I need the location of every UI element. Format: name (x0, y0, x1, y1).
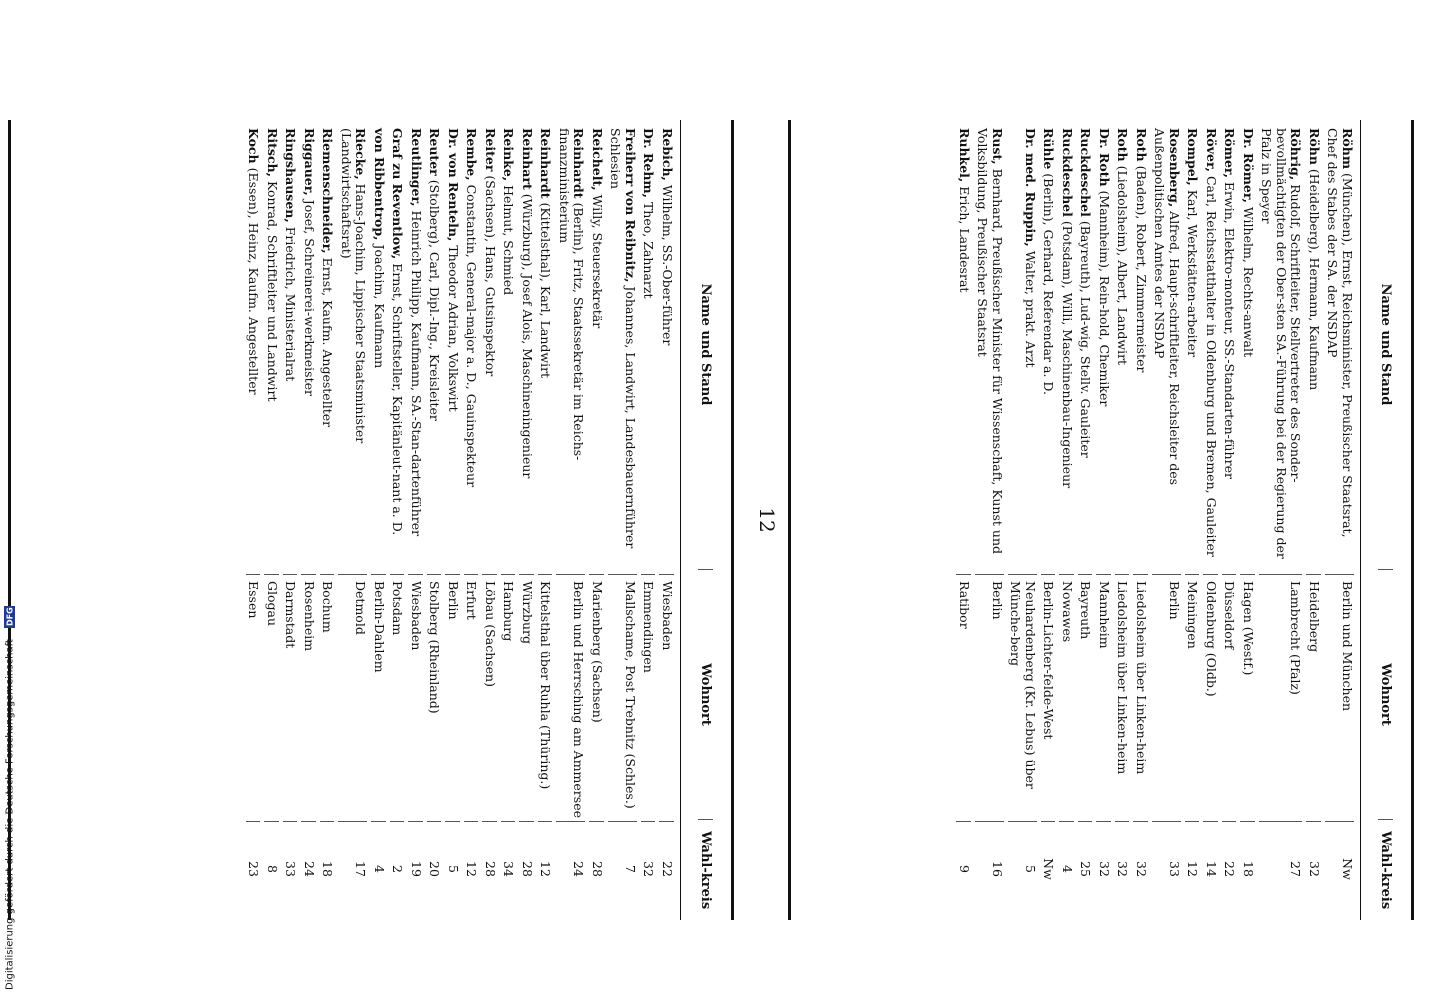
header-place: Wohnort (1379, 570, 1394, 820)
cell-district: 4 (372, 865, 387, 873)
table-row (608, 120, 637, 920)
dfg-logo-icon: DFG (5, 607, 15, 627)
cell-district: 20 (427, 861, 443, 877)
name-details: (Heidelberg), Hermann, Kaufmann (1307, 164, 1322, 391)
table-header (1360, 120, 1411, 920)
cell-place: Darmstadt (283, 575, 298, 822)
cell-district: 22 (660, 861, 675, 877)
name-surname: Rust, (990, 128, 1005, 165)
cell-name (372, 120, 387, 575)
name-surname: Röver, (1204, 128, 1219, 172)
table-row (557, 120, 586, 920)
cell-place: Bochum (320, 575, 335, 822)
name-details: (Bayreuth), Lud-wig, Stellv. Gauleiter (1078, 216, 1094, 458)
name-surname: Römer, (1222, 128, 1238, 178)
header-district: Wahl-kreis (698, 831, 714, 910)
cell-district: 5 (1023, 865, 1038, 873)
name-details: Willy, Steuersekretär (590, 190, 605, 329)
table-row (1097, 120, 1112, 920)
name-details: (Kittelsthal), Karl, Landwirt (538, 198, 554, 379)
name-surname: Röhm (1340, 128, 1355, 170)
name-details: (Berlin), Fritz, Staatssekretär im Reichs-finanzministerium (557, 128, 587, 461)
cell-name (641, 120, 656, 575)
cell-district: 32 (1115, 861, 1131, 877)
name-details: Constantin, General-major a. D., Gauinspekteur (464, 180, 480, 488)
table-row (483, 120, 498, 920)
page-number: 12 (755, 507, 779, 533)
name-surname: Rühle (1041, 128, 1057, 170)
cell-place: Lambrecht (Pfalz) (1259, 575, 1303, 822)
name-surname: Reiter (483, 128, 498, 172)
name-surname: Roth (1115, 128, 1131, 162)
cell-district: 12 (1185, 861, 1201, 877)
cell-name (975, 120, 1004, 575)
name-details: Josef, Schreinerei-werkmeister (302, 195, 317, 396)
cell-district: 32 (1134, 861, 1149, 877)
cell-place: Liedolsheim über Linken-heim (1115, 575, 1130, 822)
cell-place: Berlin-Dahlem (372, 575, 387, 822)
table-row (520, 120, 535, 920)
table-row (1307, 120, 1322, 920)
table-row (464, 120, 479, 920)
cell-district: 28 (520, 861, 535, 877)
cell-place: Berlin (1152, 575, 1181, 822)
digitization-credit (0, 600, 20, 990)
name-details: Erich, Landesrat (957, 182, 972, 293)
name-details: (Würzburg), Josef Alois, Maschineningenieur (520, 189, 535, 479)
cell-district: 7 (623, 865, 638, 873)
cell-district: 8 (265, 865, 280, 873)
name-surname: Riggauer, (302, 128, 317, 196)
name-details: (Mannheim), Rein-hold, Chemiker (1097, 186, 1112, 407)
name-details: Theo, Zahnarzt (641, 198, 657, 299)
cell-place: Detmold (339, 575, 368, 822)
table-row (1241, 120, 1256, 920)
name-details: (Baden), Robert, Zimmermeister (1134, 161, 1149, 373)
name-details: (Stolberg), Carl, Dipl.-Ing., Kreisleiter (427, 175, 443, 421)
name-surname: Dr. Roth (1097, 128, 1112, 187)
name-details: Joachim, Kaufmann (372, 240, 387, 369)
table-row (446, 120, 461, 920)
cell-district: 24 (302, 861, 317, 877)
cell-name (1241, 120, 1256, 575)
cell-district: 18 (1241, 861, 1256, 877)
name-surname: von Ribbentrop, (372, 128, 387, 241)
name-surname: Rembe, (464, 128, 480, 181)
cell-place: Rosenheim (302, 575, 317, 822)
table-row (339, 120, 368, 920)
name-surname: Reinhardt (571, 128, 587, 199)
table-row (1008, 120, 1037, 920)
name-details: Heinrich Philipp, Kaufmann, SA.-Stan-dartenführer (409, 206, 424, 537)
cell-name (1222, 120, 1237, 575)
cell-name (1008, 120, 1037, 575)
cell-place: Marienberg (Sachsen) (590, 575, 605, 822)
cell-place: Berlin und München (1325, 575, 1354, 822)
name-details: Theodor Adrian, Volkswirt (446, 241, 461, 412)
table-row (1078, 120, 1093, 920)
table-row (975, 120, 1004, 920)
cell-place: Nowawes (1060, 575, 1075, 822)
name-details: Erwin, Elektro-monteur, SS.-Standarten-führer (1222, 177, 1238, 479)
cell-district: 24 (571, 861, 587, 877)
name-surname: Riecke, (353, 128, 369, 180)
name-surname: Dr. Rehm, (641, 128, 657, 198)
name-details: (Berlin), Gerhard, Referendar a. D. (1041, 169, 1057, 395)
table-row (1185, 120, 1200, 920)
name-surname: Röhrig, (1288, 128, 1304, 181)
cell-place: Mallschame, Post Trebnitz (Schles.) (608, 575, 637, 822)
table-row (320, 120, 335, 920)
name-details: (Liedolsheim), Albert, Landwirt (1115, 161, 1131, 366)
member-table-right (788, 120, 1414, 920)
cell-district: 27 (1288, 861, 1304, 877)
cell-district: 28 (483, 861, 498, 877)
cell-name (483, 120, 498, 575)
cell-district: 32 (1307, 861, 1322, 877)
table-row (1060, 120, 1075, 920)
cell-place: Meiningen (1185, 575, 1200, 822)
table-row (660, 120, 675, 920)
cell-name (427, 120, 442, 575)
cell-name (246, 120, 261, 575)
cell-district: 23 (246, 861, 262, 877)
cell-place: Emmendingen (641, 575, 656, 822)
name-surname: Röhn (1307, 128, 1322, 165)
name-details: Carl, Reichsstatthalter in Oldenburg und Bremen, Gauleiter (1204, 171, 1219, 557)
cell-place: Erfurt (464, 575, 479, 822)
cell-place: Wiesbaden (409, 575, 424, 822)
cell-place: Berlin und Herrsching am Ammersee (557, 575, 586, 822)
cell-name (265, 120, 280, 575)
cell-name (660, 120, 675, 575)
name-details: Konrad, Schriftleiter und Landwirt (265, 177, 280, 402)
cell-name (464, 120, 479, 575)
table-row (1325, 120, 1354, 920)
cell-place: Wiesbaden (660, 575, 675, 822)
table-row (1222, 120, 1237, 920)
table-row (641, 120, 656, 920)
cell-place: Heidelberg (1307, 575, 1322, 822)
name-details: Alfred, Haupt-schriftleiter, Reichsleiter des Außenpolitischen Amtes der NSDAP (1152, 128, 1182, 486)
cell-name (1185, 120, 1200, 575)
cell-district: 33 (1167, 861, 1182, 877)
name-surname: Dr. Römer, (1241, 128, 1256, 203)
name-surname: Ruhkel, (957, 128, 972, 183)
name-surname: Reinhart (520, 128, 535, 190)
name-details: Ernst, Schriftsteller, Kapitänleut-nant a. D. (390, 259, 406, 536)
name-surname: Reinke, (501, 128, 517, 182)
cell-name (557, 120, 586, 575)
cell-name (1152, 120, 1181, 575)
cell-district: 2 (390, 865, 406, 873)
cell-place: Essen (246, 575, 261, 822)
name-surname: Ruckdeschel (1078, 128, 1094, 217)
cell-name (1204, 120, 1219, 575)
cell-name (1115, 120, 1130, 575)
name-details: (Sachsen), Hans, Gutsinspektor (483, 171, 498, 377)
table-row (1152, 120, 1181, 920)
credit-text: Digitalisierung gefördert durch die Deutsche Forschungsgemeinschaft - (4, 632, 16, 990)
cell-name (520, 120, 535, 575)
name-surname: Freiherr von Reibnitz, (623, 128, 638, 283)
cell-name (1134, 120, 1149, 575)
cell-place: Hagen (Westf.) (1241, 575, 1256, 822)
cell-name (1325, 120, 1354, 575)
cell-place: Berlin (975, 575, 1004, 822)
cell-district: 22 (1222, 861, 1238, 877)
table-row (501, 120, 516, 920)
cell-district: 25 (1078, 861, 1094, 877)
cell-name (302, 120, 317, 575)
table-row (409, 120, 424, 920)
cell-district: Nw (1340, 858, 1355, 880)
cell-place: Berlin (446, 575, 461, 822)
cell-district: 9 (957, 865, 972, 873)
name-surname: Rosenberg, (1167, 128, 1182, 208)
name-details: (Potsdam), Willi, Maschinenbau-Ingenieur (1060, 216, 1075, 489)
name-details: Walter, prakt. Arzt (1023, 246, 1038, 368)
name-details: Bernhard, Preußischer Minister für Wissenschaft, Kunst und Volksbildung, Preußischer Staatsrat (975, 128, 1005, 554)
cell-name (1060, 120, 1075, 575)
cell-name (957, 120, 972, 575)
table-row (246, 120, 261, 920)
table-rows (246, 120, 680, 920)
name-surname: Koch (246, 128, 262, 164)
cell-place: Neuhardenberg (Kr. Lebus) über Münche-berg (1008, 575, 1037, 822)
table-row (302, 120, 317, 920)
cell-name (1097, 120, 1112, 575)
cell-name (1259, 120, 1303, 575)
cell-name (501, 120, 516, 575)
name-surname: Graf zu Reventlow, (390, 128, 406, 260)
name-surname: Dr. von Renteln, (446, 128, 461, 242)
table-row (1259, 120, 1303, 920)
cell-name (446, 120, 461, 575)
table-row (1134, 120, 1149, 920)
header-name: Name und Stand (699, 120, 714, 570)
cell-district: 12 (538, 861, 554, 877)
table-row (265, 120, 280, 920)
cell-district: 12 (464, 861, 480, 877)
cell-district: 32 (1097, 861, 1112, 877)
cell-name (339, 120, 368, 575)
table-row (427, 120, 442, 920)
name-surname: Dr. med. Ruppin, (1023, 128, 1038, 247)
cell-place: Düsseldorf (1222, 575, 1237, 822)
cell-district: 17 (353, 861, 369, 877)
name-surname: Roth (1134, 128, 1149, 162)
header-name: Name und Stand (1379, 120, 1394, 570)
table-row (372, 120, 387, 920)
cell-district: Nw (1041, 858, 1057, 880)
name-details: Friedrich, Ministerialrat (283, 222, 299, 382)
cell-place: Hamburg (501, 575, 516, 822)
table-row (1204, 120, 1219, 920)
name-surname: Ringshausen, (283, 128, 299, 223)
cell-district: 33 (283, 861, 299, 877)
name-surname: Reutlinger, (409, 128, 424, 207)
name-details: Wilhelm, SS.-Ober-führer (660, 180, 675, 346)
cell-place: Kittelsthal über Ruhla (Thüring.) (538, 575, 553, 822)
name-surname: Reinhardt (538, 128, 554, 199)
cell-name (590, 120, 605, 575)
name-surname: Reichelt, (590, 128, 605, 191)
cell-district: 4 (1060, 865, 1075, 873)
name-details: Ernst, Kaufm. Angestellter (320, 253, 336, 428)
table-row (957, 120, 972, 920)
cell-place: Löbau (Sachsen) (483, 575, 498, 822)
member-table-left (8, 120, 734, 920)
name-surname: Ritsch, (265, 128, 280, 177)
name-details: (Essen), Heinz, Kaufm. Angestellter (246, 163, 262, 395)
cell-place: Glogau (265, 575, 280, 822)
cell-district: 34 (501, 861, 517, 877)
cell-name (390, 120, 405, 575)
cell-name (1041, 120, 1056, 575)
table-row (1115, 120, 1130, 920)
table-row (1041, 120, 1056, 920)
header-district: Wahl-kreis (1378, 831, 1394, 910)
cell-name (1307, 120, 1322, 575)
cell-district: 19 (409, 861, 424, 877)
table-header (680, 120, 731, 920)
name-surname: Riemenschneider, (320, 128, 336, 254)
cell-place: Würzburg (520, 575, 535, 822)
cell-name (320, 120, 335, 575)
cell-district: 32 (641, 861, 657, 877)
cell-name (409, 120, 424, 575)
name-surname: Rompel, (1185, 128, 1201, 186)
name-details: Wilhelm, Rechts-anwalt (1241, 202, 1256, 357)
name-details: (München), Ernst, Reichsminister, Preußischer Staatsrat, Chef des Stabes der SA. der NSDAP (1325, 128, 1355, 538)
cell-name (608, 120, 637, 575)
name-surname: Reuter (427, 128, 443, 176)
cell-district: 16 (990, 861, 1005, 877)
cell-place: Berlin-Lichter-felde-West (1041, 575, 1056, 822)
cell-place: Mannheim (1097, 575, 1112, 822)
name-details: Karl, Werkstätten-arbeiter (1185, 185, 1201, 358)
cell-place: Ratibor (957, 575, 972, 822)
table-row (538, 120, 553, 920)
cell-place: Liedolsheim über Linken-heim (1134, 575, 1149, 822)
cell-name (1078, 120, 1093, 575)
cell-district: 14 (1204, 861, 1219, 877)
table-row (590, 120, 605, 920)
cell-place: Oldenburg (Oldb.) (1204, 575, 1219, 822)
name-details: Rudolf, Schriftleiter, Stellvertreter des Sonder-bevollmächtigten der Ober-sten SA.-Führung bei der Regierung der Pfalz in Speyer (1259, 128, 1304, 559)
cell-place: Stolberg (Rheinland) (427, 575, 442, 822)
cell-place: Bayreuth (1078, 575, 1093, 822)
name-details: Hans-Joachim, Lippischer Staatsminister (Landwirtschaftsrat) (339, 128, 369, 444)
table-row (283, 120, 298, 920)
cell-district: 28 (590, 861, 605, 877)
table-row (390, 120, 405, 920)
header-place: Wohnort (699, 570, 714, 820)
cell-name (283, 120, 298, 575)
cell-place: Potsdam (390, 575, 405, 822)
table-rows (957, 120, 1361, 920)
name-details: Johannes, Landwirt, Landesbauernführer Schlesien (608, 128, 638, 549)
name-details: Helmut, Schmied (501, 181, 517, 296)
cell-district: 5 (446, 865, 461, 873)
name-surname: Rebich, (660, 128, 675, 181)
cell-name (538, 120, 553, 575)
cell-district: 18 (320, 861, 336, 877)
name-surname: Ruckdeschel (1060, 128, 1075, 217)
